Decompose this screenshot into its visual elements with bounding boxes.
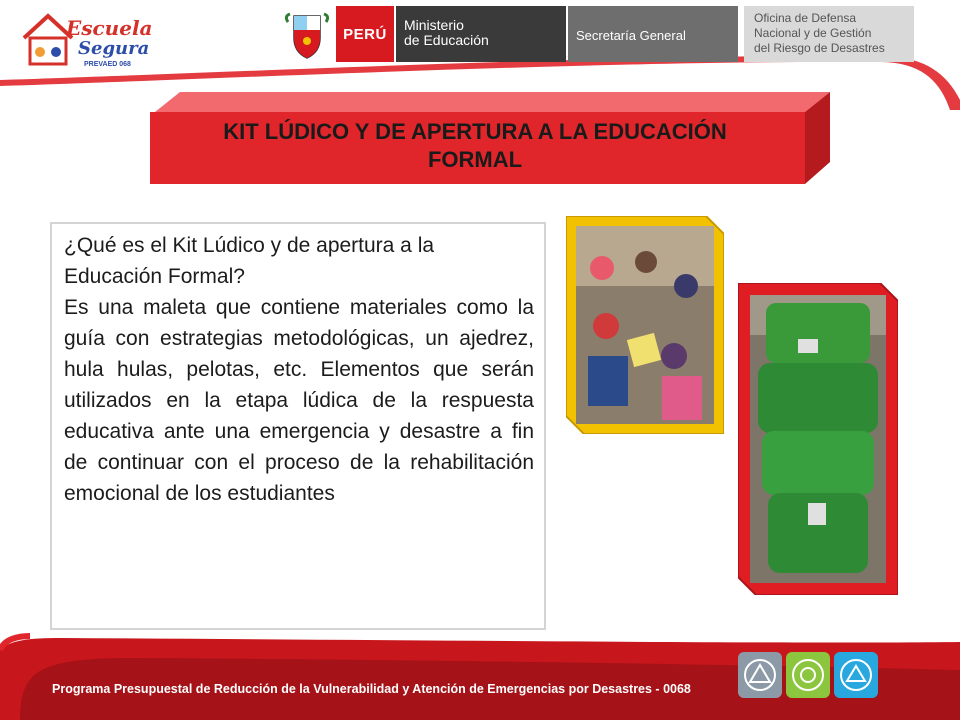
description-box	[50, 222, 546, 630]
footer-icon-green	[786, 652, 830, 698]
logo-line-1: Escuela	[66, 16, 153, 40]
office-line-2: Nacional y de Gestión	[754, 26, 872, 40]
wave-icon	[834, 652, 878, 698]
office-label	[744, 6, 914, 62]
ministry-line-2: de Educación	[404, 32, 489, 48]
slide-title-line-1: KIT LÚDICO Y DE APERTURA A LA EDUCACIÓN	[223, 119, 727, 144]
footer-program-text: Programa Presupuestal de Reducción de la Vulnerabilidad y Atención de Emergencias por Desastres - 0068	[52, 682, 691, 696]
logo-line-3: PREVAED 068	[84, 61, 131, 68]
peru-label: PERÚ	[336, 6, 394, 62]
footer-icon-blue	[834, 652, 878, 698]
question-text: ¿Qué es el Kit Lúdico y de apertura a la Educación Formal?	[64, 234, 435, 288]
triangle-icon	[738, 652, 782, 698]
slide-title-line-2: FORMAL	[427, 147, 523, 172]
ministry-line-1: Ministerio	[404, 17, 464, 33]
footer-icon-gray	[738, 652, 782, 698]
ministry-label	[396, 6, 566, 62]
slide-title	[160, 118, 790, 174]
children-playing-photo	[566, 216, 724, 434]
secretaria-label: Secretaría General	[568, 6, 738, 62]
logo-line-2: Segura	[78, 38, 150, 59]
leaf-icon	[786, 652, 830, 698]
kit-bags-photo	[738, 283, 898, 595]
answer-text: Es una maleta que contiene materiales como la guía con estrategias metodológicas, un ajedrez, hula hulas, pelotas, etc. Elementos que serán utilizados en la etapa lúdica de la respuesta educativa ante una emergencia y desastre a fin de continuar con el proceso de la rehabilitación emocional de los estudiantes	[64, 296, 534, 505]
national-shield-icon	[280, 8, 334, 62]
office-line-1: Oficina de Defensa	[754, 11, 857, 25]
escuela-segura-logo	[18, 8, 168, 72]
office-line-3: del Riesgo de Desastres	[754, 41, 885, 55]
